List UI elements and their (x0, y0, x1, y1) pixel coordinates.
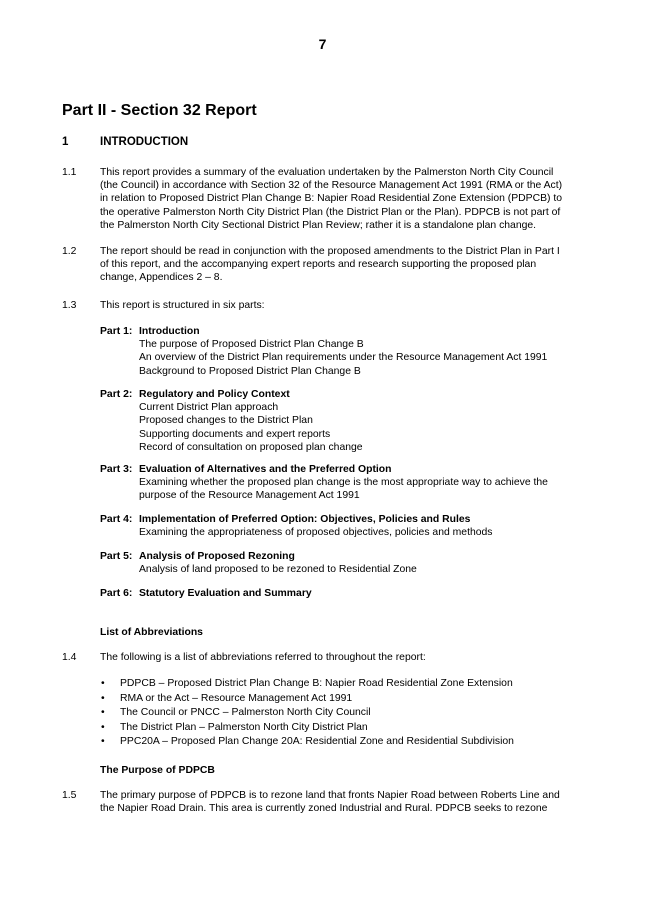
text-line: the operative Palmerston North City District Plan (the District Plan or the Plan). PDPCB is not part of (100, 206, 561, 218)
part-label: Part 1: (100, 326, 133, 337)
text-line: This report is structured in six parts: (100, 300, 265, 311)
abbreviation-text: PDPCB – Proposed District Plan Change B: Napier Road Residential Zone Extension (120, 678, 513, 689)
list-item (100, 706, 584, 721)
part-1 (100, 325, 584, 378)
part-label: Part 6: (100, 588, 133, 599)
part-4 (100, 513, 584, 539)
page-title: Part II - Section 32 Report (62, 102, 257, 119)
text-line: in relation to Proposed District Plan Change B: Napier Road Residential Zone Extension (PDPCB) to (100, 193, 563, 205)
part-6 (100, 587, 584, 600)
text-line: change, Appendices 2 – 8. (100, 272, 223, 284)
paragraph-number: 1.3 (62, 300, 77, 311)
part-label: Part 4: (100, 514, 133, 525)
paragraph-number: 1.2 (62, 246, 77, 257)
bullet-icon: • (101, 692, 105, 704)
paragraph-number: 1.1 (62, 167, 77, 178)
part-subitem: Record of consultation on proposed plan change (139, 441, 363, 453)
part-title: Evaluation of Alternatives and the Preferred Option (139, 464, 392, 475)
part-5 (100, 550, 584, 576)
page-number: 7 (318, 36, 327, 52)
part-subitem: Analysis of land proposed to be rezoned to Residential Zone (139, 564, 417, 576)
text-line: the Palmerston North City Sectional District Plan Review; rather it is a standalone plan change. (100, 219, 537, 231)
paragraph-1-2 (100, 245, 584, 285)
part-subitem: Examining whether the proposed plan change is the most appropriate way to achieve the (139, 477, 548, 489)
text-line: (the Council) in accordance with Section 32 of the Resource Management Act 1991 (RMA or the Act) (100, 180, 563, 192)
part-subitem: An overview of the District Plan requirements under the Resource Management Act 1991 (139, 352, 548, 364)
list-item (100, 721, 584, 736)
purpose-heading: The Purpose of PDPCB (100, 765, 215, 776)
part-3 (100, 463, 584, 503)
bullet-icon: • (101, 736, 105, 747)
abbreviations-heading: List of Abbreviations (100, 627, 203, 638)
paragraph-number: 1.5 (62, 790, 77, 801)
abbreviation-text: The Council or PNCC – Palmerston North City Council (120, 707, 371, 718)
part-label: Part 3: (100, 464, 133, 475)
list-item (100, 677, 584, 692)
abbreviations-list (100, 677, 584, 750)
text-line: the Napier Road Drain. This area is currently zoned Industrial and Rural. PDPCB seeks to rezone (100, 803, 548, 815)
part-title: Introduction (139, 326, 200, 337)
text-line: of this report, and the accompanying expert reports and research supporting the proposed plan (100, 259, 537, 271)
abbreviation-text: RMA or the Act – Resource Management Act 1991 (120, 692, 353, 704)
abbreviation-text: PPC20A – Proposed Plan Change 20A: Residential Zone and Residential Subdivision (120, 736, 514, 747)
part-title: Implementation of Preferred Option: Objectives, Policies and Rules (139, 514, 471, 525)
bullet-icon: • (101, 678, 105, 689)
part-title: Statutory Evaluation and Summary (139, 588, 312, 599)
section-number: 1 (62, 136, 69, 148)
abbreviations-intro: The following is a list of abbreviations referred to throughout the report: (100, 652, 426, 663)
paragraph-1-3 (100, 299, 584, 312)
part-subitem: Proposed changes to the District Plan (139, 415, 313, 427)
list-item (100, 692, 584, 707)
bullet-icon: • (101, 707, 105, 718)
paragraph-1-1 (100, 166, 584, 232)
part-subitem: Background to Proposed District Plan Change B (139, 365, 361, 377)
text-line: This report provides a summary of the evaluation undertaken by the Palmerston North City Council (100, 167, 554, 178)
paragraph-number: 1.4 (62, 652, 77, 663)
text-line: The report should be read in conjunction with the proposed amendments to the District Plan in Part I (100, 246, 560, 257)
section-title: INTRODUCTION (100, 136, 189, 148)
abbreviation-text: The District Plan – Palmerston North City District Plan (120, 721, 368, 733)
part-title: Regulatory and Policy Context (139, 389, 290, 400)
part-label: Part 5: (100, 551, 133, 562)
part-subitem: purpose of the Resource Management Act 1991 (139, 490, 360, 502)
paragraph-1-5 (100, 789, 584, 815)
part-subitem: The purpose of Proposed District Plan Change B (139, 339, 364, 351)
part-2 (100, 388, 584, 454)
list-item (100, 735, 584, 750)
part-subitem: Supporting documents and expert reports (139, 428, 331, 440)
part-subitem: Examining the appropriateness of proposed objectives, policies and methods (139, 527, 493, 539)
part-label: Part 2: (100, 389, 133, 400)
text-line: The primary purpose of PDPCB is to rezone land that fronts Napier Road between Roberts Line and (100, 790, 560, 801)
bullet-icon: • (101, 721, 105, 733)
part-title: Analysis of Proposed Rezoning (139, 551, 295, 562)
part-subitem: Current District Plan approach (139, 402, 279, 414)
